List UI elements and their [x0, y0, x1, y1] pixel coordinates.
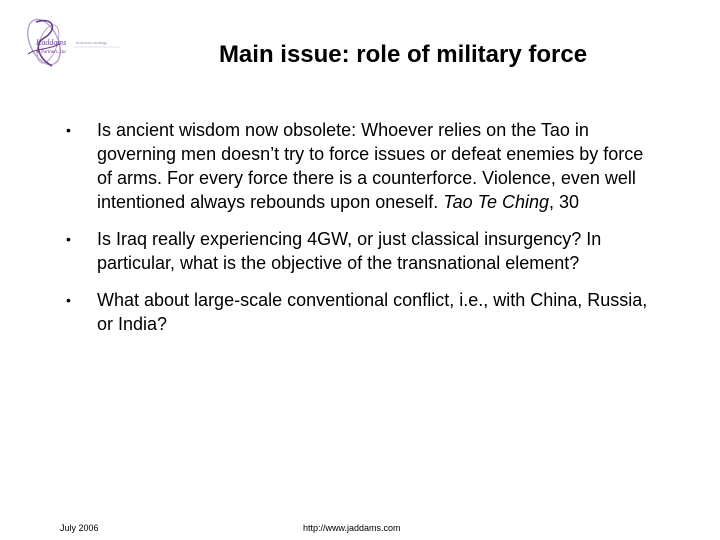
citation-title: Tao Te Ching [443, 192, 550, 212]
bullet-list [60, 118, 660, 349]
citation-chapter: , 30 [549, 192, 580, 212]
logo-name: Kaddams [36, 38, 67, 47]
bullet-text: What about large-scale conventional conflict, i.e., with China, Russia, or India? [97, 290, 648, 334]
slide-title: Main issue: role of military force [218, 41, 588, 68]
bullet-item [60, 288, 660, 336]
bullet-text: Is ancient wisdom now obsolete: Whoever relies on the Tao in governing men doesn’t try to force issues or defeat enemies by force of arms. For every force there is a counterforce. Violence, even well intentioned always rebounds upon oneself. [97, 120, 644, 212]
footer-date: July 2006 [60, 523, 99, 533]
bullet-glyph: • [66, 292, 71, 308]
bullet-glyph: • [66, 231, 71, 247]
footer-url[interactable]: http://www.jaddams.com [303, 523, 401, 533]
bullet-item [60, 227, 660, 275]
company-logo [14, 14, 124, 76]
logo-subtext: & Partners, Inc [36, 50, 67, 55]
logo-tagline: business strategy [76, 40, 108, 45]
bullet-glyph: • [66, 122, 71, 138]
bullet-text: Is Iraq really experiencing 4GW, or just classical insurgency? In particular, what is the objective of the transnational element? [97, 229, 602, 273]
bullet-item [60, 118, 660, 214]
